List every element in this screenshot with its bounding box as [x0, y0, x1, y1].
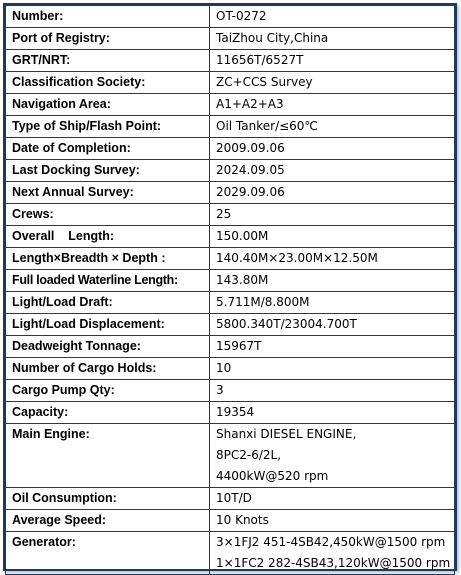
row-value: 11656T/6527T: [210, 50, 455, 72]
row-label: Number of Cargo Holds:: [6, 358, 210, 380]
row-value: 3: [210, 380, 455, 402]
row-label: Light/Load Draft:: [6, 292, 210, 314]
row-label: Light/Load Displacement:: [6, 314, 210, 336]
row-label: Crews:: [6, 204, 210, 226]
row-value: OT-0272: [210, 6, 455, 28]
row-label: Last Docking Survey:: [6, 160, 210, 182]
row-label: Length×Breadth × Depth :: [6, 248, 210, 270]
table-row: [6, 314, 455, 336]
table-row: [6, 204, 455, 226]
row-value: 25: [210, 204, 455, 226]
table-row: [6, 160, 455, 182]
row-label: Port of Registry:: [6, 28, 210, 50]
table-row: [6, 336, 455, 358]
table-row: [6, 50, 455, 72]
generator-value: [210, 532, 455, 575]
table-row: [6, 380, 455, 402]
row-value: 10: [210, 358, 455, 380]
main-engine-line: Shanxi DIESEL ENGINE,: [216, 427, 357, 441]
main-engine-label: Main Engine:: [6, 424, 210, 488]
table-row: [6, 402, 455, 424]
table-row: [6, 116, 455, 138]
table-row: [6, 138, 455, 160]
table-row: [6, 6, 455, 28]
row-value: 140.40M×23.00M×12.50M: [210, 248, 455, 270]
row-label: Overall Length:: [6, 226, 210, 248]
row-label: Oil Consumption:: [6, 488, 210, 510]
table-row: [6, 72, 455, 94]
row-label: Navigation Area:: [6, 94, 210, 116]
row-value: 5800.340T/23004.700T: [210, 314, 455, 336]
table-row: [6, 94, 455, 116]
ship-spec-table: [5, 5, 455, 575]
table-row: [6, 270, 455, 292]
row-label: GRT/NRT:: [6, 50, 210, 72]
table-row: [6, 226, 455, 248]
row-label: Classification Society:: [6, 72, 210, 94]
generator-line: 3×1FJ2 451-4SB42,450kW@1500 rpm: [216, 535, 446, 549]
row-value: 2009.09.06: [210, 138, 455, 160]
table-row: [6, 358, 455, 380]
row-label: Full loaded Waterline Length:: [6, 270, 210, 292]
row-label: Type of Ship/Flash Point:: [6, 116, 210, 138]
table-row: [6, 510, 455, 532]
table-row: [6, 182, 455, 204]
row-value: ZC+CCS Survey: [210, 72, 455, 94]
row-label: Date of Completion:: [6, 138, 210, 160]
row-value: 19354: [210, 402, 455, 424]
main-engine-line: 8PC2-6/2L,: [216, 448, 282, 462]
row-value: 2024.09.05: [210, 160, 455, 182]
row-value: 143.80M: [210, 270, 455, 292]
row-value: 10 Knots: [210, 510, 455, 532]
table-row: [6, 292, 455, 314]
main-engine-row: [6, 424, 455, 488]
row-value: Oil Tanker/≤60℃: [210, 116, 455, 138]
ship-spec-sheet: [3, 3, 457, 571]
generator-label: Generator:: [6, 532, 210, 575]
row-label: Next Annual Survey:: [6, 182, 210, 204]
main-engine-value: [210, 424, 455, 488]
row-label: Capacity:: [6, 402, 210, 424]
table-row: [6, 28, 455, 50]
row-label: Cargo Pump Qty:: [6, 380, 210, 402]
row-label: Deadweight Tonnage:: [6, 336, 210, 358]
row-label: Number:: [6, 6, 210, 28]
row-value: TaiZhou City,China: [210, 28, 455, 50]
generator-row: [6, 532, 455, 575]
row-label: Average Speed:: [6, 510, 210, 532]
row-value: 10T/D: [210, 488, 455, 510]
row-value: 5.711M/8.800M: [210, 292, 455, 314]
generator-line: 1×1FC2 282-4SB43,120kW@1500 rpm: [216, 556, 451, 570]
table-row: [6, 248, 455, 270]
row-value: 2029.09.06: [210, 182, 455, 204]
row-value: A1+A2+A3: [210, 94, 455, 116]
main-engine-line: 4400kW@520 rpm: [216, 469, 329, 483]
row-value: 15967T: [210, 336, 455, 358]
row-value: 150.00M: [210, 226, 455, 248]
table-row: [6, 488, 455, 510]
